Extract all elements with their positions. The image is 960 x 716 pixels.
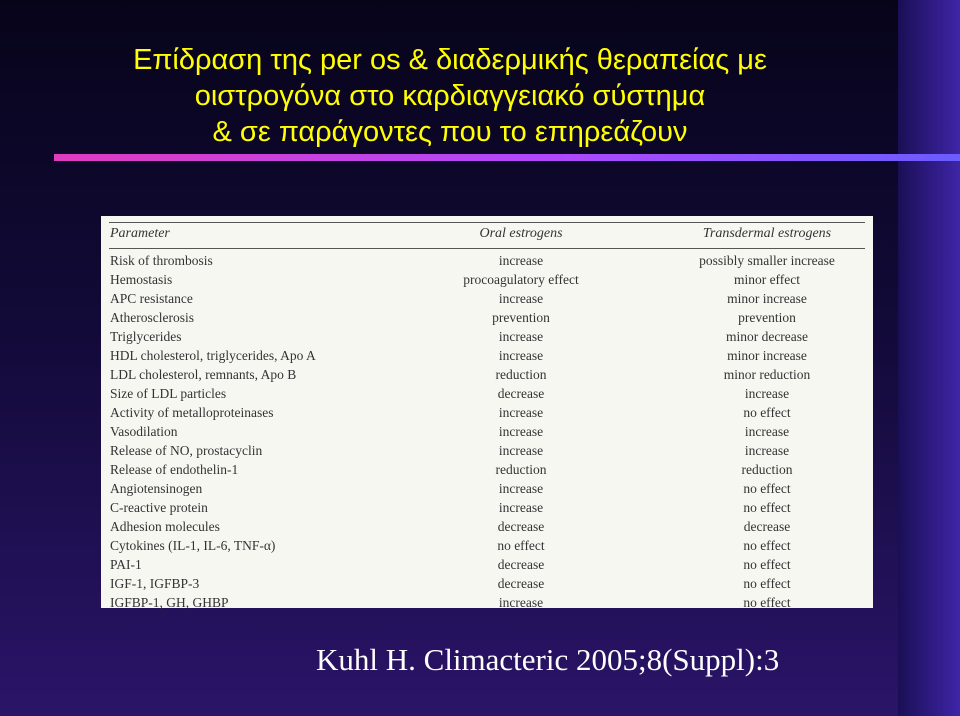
cell-parameter: Size of LDL particles — [110, 386, 227, 401]
cell-transdermal: no effect — [743, 500, 791, 515]
title-underline — [54, 154, 960, 161]
header-bottom-rule — [109, 248, 865, 249]
cell-oral: no effect — [497, 538, 545, 553]
header-oral: Oral estrogens — [479, 226, 563, 241]
cell-parameter: Triglycerides — [110, 329, 182, 344]
cell-parameter: Adhesion molecules — [110, 519, 220, 534]
cell-transdermal: minor reduction — [723, 367, 811, 382]
table-row — [101, 384, 873, 403]
cell-parameter: PAI-1 — [110, 557, 142, 572]
table-row — [101, 251, 873, 270]
cell-oral: increase — [498, 481, 544, 496]
cell-transdermal: possibly smaller increase — [699, 253, 835, 268]
table-row — [101, 498, 873, 517]
table-row — [101, 517, 873, 536]
table-row — [101, 574, 873, 593]
title-line-1: Επίδραση της per os & διαδερμικής θεραπείας με — [133, 44, 767, 76]
cell-transdermal: no effect — [743, 405, 791, 420]
cell-oral: reduction — [495, 462, 547, 477]
header-top-rule — [109, 222, 865, 223]
estrogen-effects-table — [101, 216, 873, 608]
cell-transdermal: minor increase — [727, 348, 807, 363]
table-row — [101, 270, 873, 289]
cell-oral: prevention — [492, 310, 550, 325]
title-line-3: & σε παράγοντες που το επηρεάζουν — [212, 116, 688, 148]
cell-oral: increase — [498, 405, 544, 420]
cell-parameter: IGFBP-1, GH, GHBP — [110, 595, 229, 610]
cell-parameter: Atherosclerosis — [110, 310, 194, 325]
table-header — [101, 216, 873, 250]
cell-parameter: Vasodilation — [110, 424, 178, 439]
cell-oral: increase — [498, 329, 544, 344]
cell-oral: increase — [498, 348, 544, 363]
cell-oral: decrease — [497, 557, 545, 572]
table-body — [101, 251, 873, 612]
cell-parameter: HDL cholesterol, triglycerides, Apo A — [110, 348, 316, 363]
cell-transdermal: increase — [744, 424, 790, 439]
cell-transdermal: no effect — [743, 557, 791, 572]
cell-oral: decrease — [497, 519, 545, 534]
table-row — [101, 555, 873, 574]
cell-parameter: LDL cholesterol, remnants, Apo B — [110, 367, 297, 382]
cell-oral: increase — [498, 500, 544, 515]
header-transdermal: Transdermal estrogens — [702, 226, 832, 241]
table-row — [101, 536, 873, 555]
cell-oral: decrease — [497, 576, 545, 591]
citation: Kuhl H. Climacteric 2005;8(Suppl):3 — [316, 642, 780, 677]
table-row — [101, 289, 873, 308]
slide-title — [70, 42, 830, 150]
cell-oral: procoagulatory effect — [463, 272, 579, 287]
table-row — [101, 593, 873, 612]
cell-transdermal: minor decrease — [725, 329, 809, 344]
cell-parameter: Hemostasis — [110, 272, 173, 287]
table-row — [101, 460, 873, 479]
table-row — [101, 327, 873, 346]
cell-oral: increase — [498, 595, 544, 610]
table-row — [101, 308, 873, 327]
cell-transdermal: decrease — [743, 519, 791, 534]
cell-parameter: Activity of metalloproteinases — [110, 405, 274, 420]
cell-transdermal: no effect — [743, 595, 791, 610]
table-row — [101, 441, 873, 460]
cell-parameter: Release of endothelin-1 — [110, 462, 239, 477]
cell-transdermal: no effect — [743, 538, 791, 553]
header-parameter: Parameter — [110, 226, 170, 241]
cell-transdermal: minor increase — [727, 291, 807, 306]
cell-transdermal: prevention — [738, 310, 796, 325]
decorative-side-bar — [898, 0, 960, 716]
table-row — [101, 403, 873, 422]
cell-oral: decrease — [497, 386, 545, 401]
table-row — [101, 422, 873, 441]
cell-parameter: Angiotensinogen — [110, 481, 203, 496]
table-row — [101, 479, 873, 498]
cell-parameter: IGF-1, IGFBP-3 — [110, 576, 200, 591]
cell-oral: increase — [498, 291, 544, 306]
cell-parameter: APC resistance — [110, 291, 193, 306]
cell-parameter: C-reactive protein — [110, 500, 208, 515]
table-row — [101, 365, 873, 384]
table-row — [101, 346, 873, 365]
cell-oral: increase — [498, 424, 544, 439]
cell-transdermal: reduction — [741, 462, 793, 477]
cell-transdermal: no effect — [743, 481, 791, 496]
cell-oral: increase — [498, 253, 544, 268]
cell-parameter: Cytokines (IL-1, IL-6, TNF-α) — [110, 538, 276, 553]
cell-parameter: Release of NO, prostacyclin — [110, 443, 263, 458]
cell-transdermal: increase — [744, 386, 790, 401]
cell-transdermal: increase — [744, 443, 790, 458]
cell-parameter: Risk of thrombosis — [110, 253, 213, 268]
cell-oral: increase — [498, 443, 544, 458]
cell-transdermal: no effect — [743, 576, 791, 591]
cell-oral: reduction — [495, 367, 547, 382]
cell-transdermal: minor effect — [733, 272, 801, 287]
title-line-2: οιστρογόνα στο καρδιαγγειακό σύστημα — [194, 80, 706, 112]
